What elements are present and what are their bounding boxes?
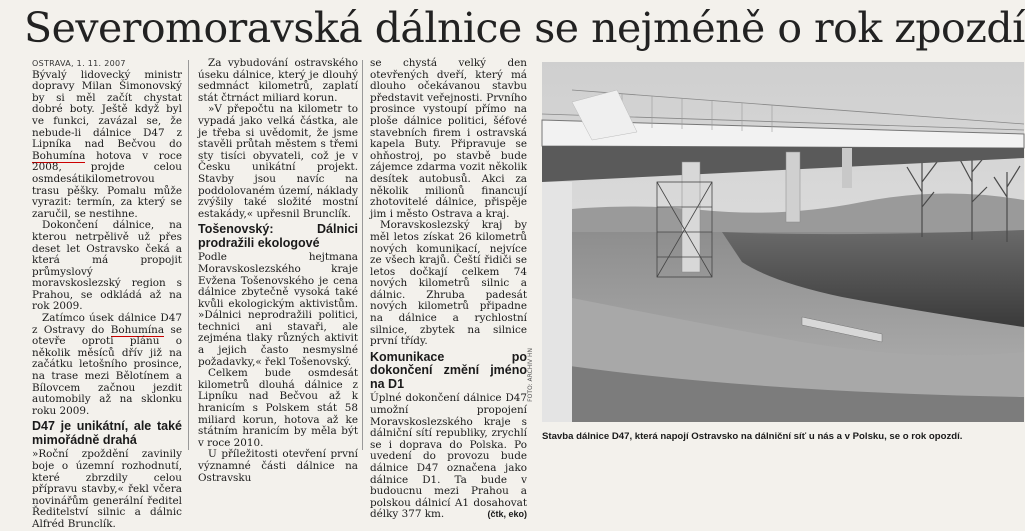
paragraph: »V přepočtu na kilometr to vypadá jako velká částka, ale je třeba si uvědomit, že jsme stavěli průtah městem s třemi sty tisíci obyvateli, což je v Česku unikátní projekt. Stavby jsou navíc na poddolovaném území, náklady zvýšily také složité mostní estakády,« upřesnil Brunclík. — [198, 103, 358, 220]
paragraph: Bývalý lidovecký ministr dopravy Milan Šimonovský by si měl začít chystat dobré boty. Ještě když byl ve funkci, zavázal se, že nebude-li dálnice D47 z Lipníka nad Bečvou do Bohumína hotova v roce 2008, projde celou osmdesátikilometrovou trasu pěšky. Pomalu může vyrazit: termín, za který se zaručil, se nestihne. — [32, 68, 182, 220]
paragraph: Celkem bude osmdesát kilometrů dlouhá dálnice z Lipníku nad Bečvou až k hranicím s Polskem stát 58 miliard korun, hotova až ke státním hranicím by měla být v roce 2010. — [198, 367, 358, 449]
headline: Severomoravská dálnice se nejméně o rok zpozdí — [24, 4, 1025, 52]
article-column-3 — [370, 57, 527, 521]
subhead: D47 je unikátní, ale také mimořádně drahá — [32, 419, 182, 447]
article-column-2 — [198, 57, 358, 484]
paragraph: se chystá velký den otevřených dveří, který má dlouho očekávanou stavbu představit veřejnosti. Prvního prosince vystoupí přímo na ploše dálnice politici, šéfové stavebních firem i ostravská kapela Buty. Připravuje se ohňostroj, po stavbě bude zájemce zdarma vozit několik desítek autobusů. Akci za několik milionů financují zhotovitelé dálnice, přispěje jim i město Ostrava a kraj. — [370, 57, 527, 220]
column-divider — [188, 60, 189, 450]
paragraph: Podle hejtmana Moravskoslezského kraje Evžena Tošenovského je cena dálnice zbytečně vysoká také kvůli ekologickým aktivistům. »Dálnici neprodražili politici, technici ani stavaři, ale zejména tlaky různých aktivit a jejich často nesmyslné požadavky,« řekl Tošenovský. — [198, 251, 358, 368]
paragraph: »Roční zpoždění zavinily boje o územní rozhodnutí, které zbrzdily celou přípravu stavby,« řekl včera novinářům generální ředitel Ředitelství silnic a dálnic Alfréd Brunclík. — [32, 448, 182, 530]
paragraph: Za vybudování ostravského úseku dálnice, který je dlouhý sedmnáct kilometrů, zaplatí stát čtrnáct miliard korun. — [198, 57, 358, 104]
bridge-photo — [542, 62, 1024, 422]
photo-credit: FOTO: ARCHIV HN — [527, 348, 534, 402]
paragraph: U příležitosti otevření první významné části dálnice na Ostravsku — [198, 448, 358, 484]
article-column-1 — [32, 58, 182, 530]
subhead: Komunikace po dokončení změní jméno na D1 — [370, 349, 527, 391]
dateline: OSTRAVA, 1. 11. 2007 — [32, 59, 126, 68]
signature: (čtk, eko) — [487, 509, 527, 520]
paragraph: Úplné dokončení dálnice D47 umožní propojení Moravskoslezského kraje s dálniční sítí republiky, zrychlí se i doprava do Polska. Po uvedení do provozu bude dálnice D47 označena jako dálnice D1. Ta bude v budoucnu mezi Prahou a polskou dálnicí A1 dosahovat délky 377 km. (čtk, eko) — [370, 392, 527, 521]
paragraph: Dokončení dálnice, na kterou netrpělivě už přes deset let Ostravsko čeká a která má propojit průmyslový moravskoslezský region s Prahou, se odkládá až na rok 2009. — [32, 219, 182, 313]
photo-caption: Stavba dálnice D47, která napojí Ostravsko na dálniční síť u nás a v Polsku, se o rok opozdí. — [542, 431, 963, 442]
column-divider — [362, 60, 363, 450]
bohumin-underlined: Bohumína — [110, 323, 165, 336]
paragraph: Zatímco úsek dálnice D47 z Ostravy do Bohumína se otevře oproti plánu o několik měsíců dřív již na začátku letošního prosince, na trase mezi Bělotínem a Bílovcem začnou jezdit automobily až na sklonku roku 2009. — [32, 312, 182, 417]
paragraph: Moravskoslezský kraj by měl letos získat 26 kilometrů nových komunikací, nejvíce ze všech krajů. Čeští řidiči se letos dočkají celkem 74 nových kilometrů silnic a dálnic. Zhruba padesát nových kilometrů připadne na dálnice a rychlostní silnice, zbytek na silnice první třídy. — [370, 219, 527, 348]
bridge-photo-illustration — [542, 62, 1024, 422]
bohumin-underlined: Bohumína — [32, 149, 86, 162]
subhead: Tošenovský: Dálnici prodražili ekologové — [198, 222, 358, 250]
